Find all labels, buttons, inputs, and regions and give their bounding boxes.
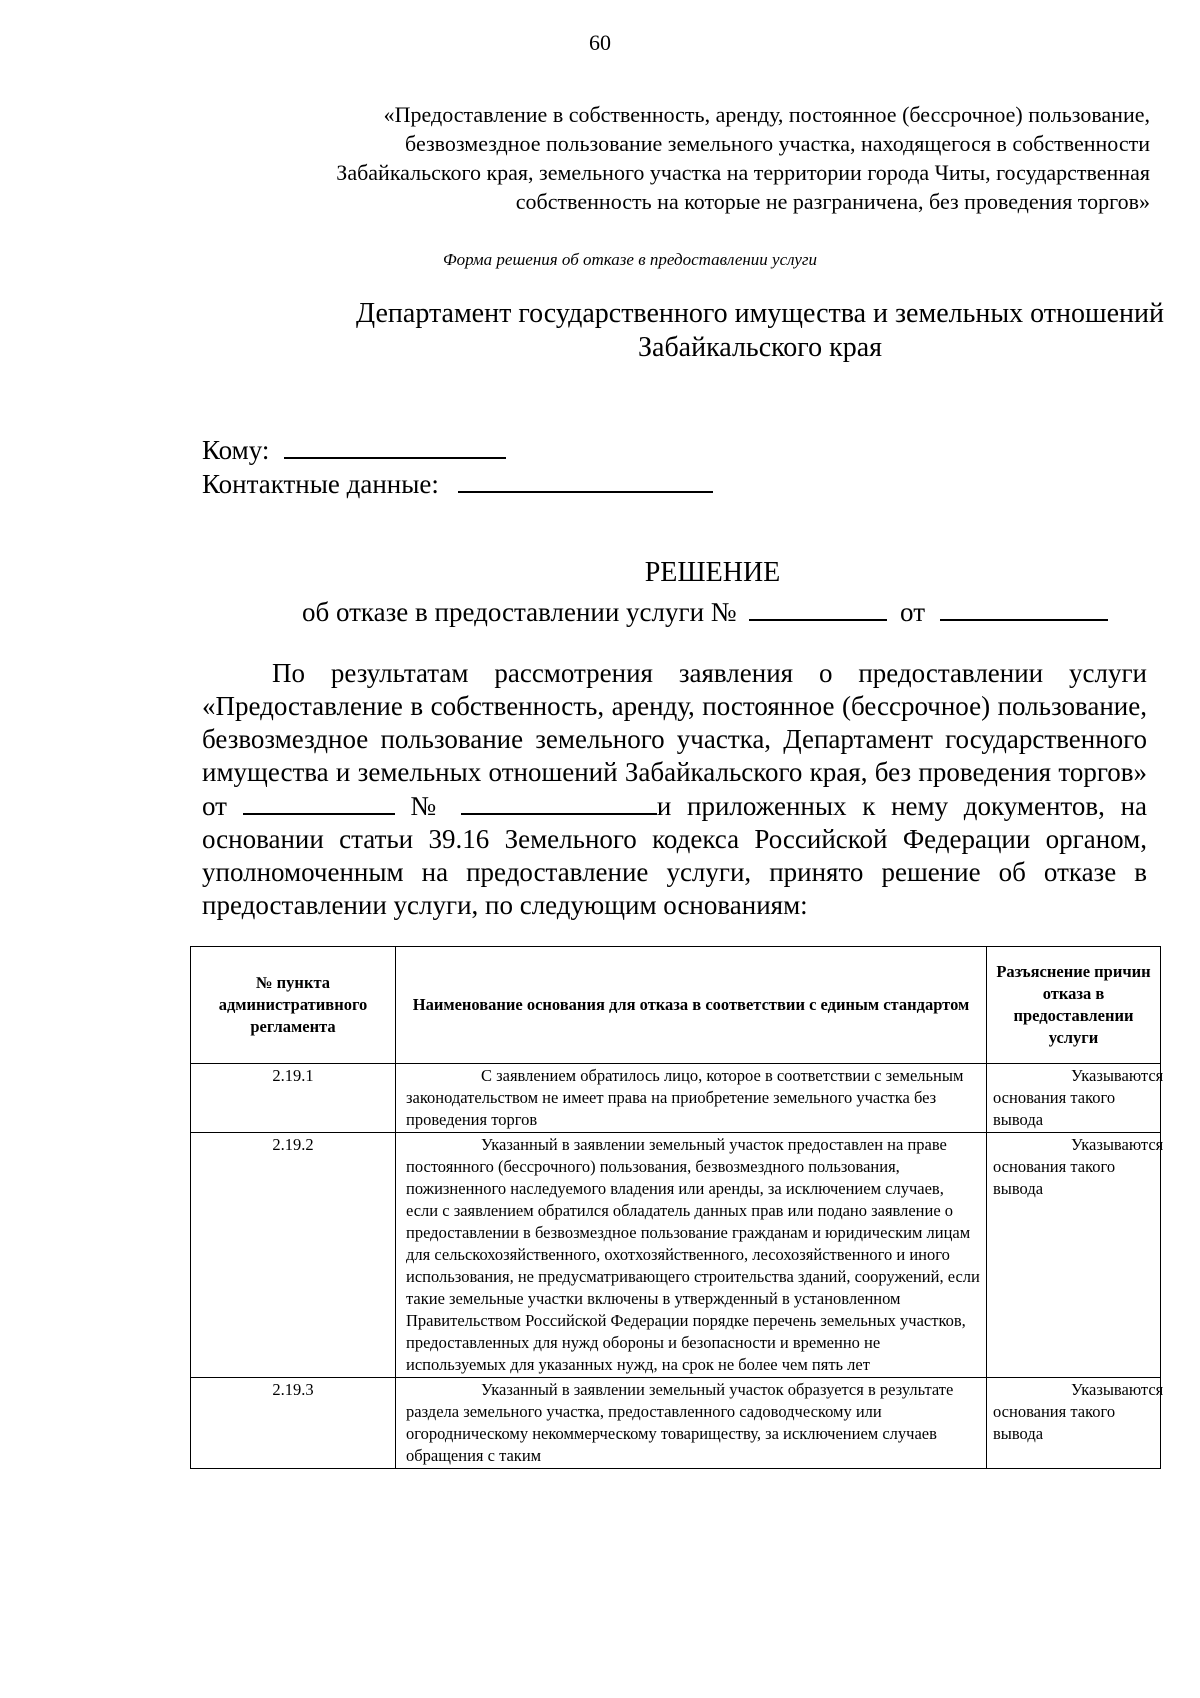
row-refusal-ground: Указанный в заявлении земельный участок образуется в результате раздела земельного участка, предоставленного садоводческому или огородническому некоммерческому товариществу, за исключением случаев обращения с таким (396, 1378, 987, 1469)
body-text-part-1: По результатам рассмотрения заявления о предоставлении услуги «Предоставление в собственность, аренду, постоянное (бессрочное) пользование, безвозмездное пользование земельного участка, Департамент государственного имущества и земельных отношений Забайкальского края, без проведения торгов» от (202, 658, 1147, 821)
subtitle-line: безвозмездное пользование земельного участка, находящегося в собственности (405, 131, 1150, 156)
header-explanation: Разъяснение причин отказа в предоставлении услуги (987, 947, 1161, 1064)
row-explanation: Указываются основания такого вывода (987, 1133, 1161, 1378)
table-row (191, 1133, 1161, 1378)
form-caption: Форма решения об отказе в предоставлении услуги (442, 250, 818, 269)
recipient-block (202, 430, 713, 498)
row-refusal-ground: С заявлением обратилось лицо, которое в соответствии с земельным законодательством не имеет права на приобретение земельного участка без проведения торгов (396, 1064, 987, 1133)
body-number-sign: № (410, 791, 446, 821)
header-regulation-item: № пункта административного регламента (191, 947, 396, 1064)
application-number-blank[interactable] (461, 789, 657, 815)
row-item-number: 2.19.2 (191, 1133, 396, 1378)
recipient-to-label: Кому: (202, 435, 270, 465)
table-row (191, 1064, 1161, 1133)
header-refusal-ground: Наименование основания для отказа в соответствии с единым стандартом (396, 947, 987, 1064)
row-explanation: Указываются основания такого вывода (987, 1064, 1161, 1133)
department-name (200, 297, 1200, 365)
recipient-contacts-blank[interactable] (458, 464, 713, 493)
decision-subtitle-prefix: об отказе в предоставлении услуги № (302, 597, 737, 627)
decision-number-blank[interactable] (749, 592, 887, 621)
decision-title: РЕШЕНИЕ (644, 557, 781, 588)
body-text-part-2: и приложенных к нему документов, на основании статьи 39.16 Земельного кодекса Российской Федерации органом, уполномоченным на предоставление услуги, принято решение об отказе в предоставлении услуги, по следующим основаниям: (202, 791, 1148, 920)
application-date-blank[interactable] (243, 789, 395, 815)
page-number: 60 (589, 30, 611, 55)
regulation-subtitle (150, 100, 1150, 216)
decision-date-blank[interactable] (940, 592, 1108, 621)
recipient-to-blank[interactable] (284, 430, 506, 459)
table-header-row (191, 947, 1161, 1064)
department-line-1: Департамент государственного имущества и земельных отношений (356, 298, 1164, 329)
recipient-contacts-label: Контактные данные: (202, 469, 439, 499)
decision-subtitle (302, 592, 1108, 628)
decision-body-text (202, 657, 1147, 922)
refusal-grounds-table (190, 946, 1164, 1469)
table-row (191, 1378, 1161, 1469)
decision-from-label: от (900, 597, 925, 627)
subtitle-line: «Предоставление в собственность, аренду, постоянное (бессрочное) пользование, (383, 102, 1150, 127)
row-refusal-ground: Указанный в заявлении земельный участок предоставлен на праве постоянного (бессрочного) пользования, безвозмездного пользования, пожизненного наследуемого владения или аренды, за исключением случаев, если с заявлением обратился обладатель данных прав или подано заявление о предоставлении в безвозмездное пользование гражданам и юридическим лицам для сельскохозяйственного, охотхозяйственного, лесохозяйственного и иного использования, не предусматривающего строительства зданий, сооружений, если такие земельные участки включены в утвержденный в установленном Правительством Российской Федерации порядке перечень земельных участков, предоставленных для нужд обороны и безопасности и временно не используемых для указанных нужд, на срок не более чем пять лет (396, 1133, 987, 1378)
subtitle-line: собственность на которые не разграничена, без проведения торгов» (515, 189, 1150, 214)
department-line-2: Забайкальского края (637, 332, 882, 363)
subtitle-line: Забайкальского края, земельного участка на территории города Читы, государственная (336, 160, 1150, 185)
row-item-number: 2.19.3 (191, 1378, 396, 1469)
row-explanation: Указываются основания такого вывода (987, 1378, 1161, 1469)
row-item-number: 2.19.1 (191, 1064, 396, 1133)
